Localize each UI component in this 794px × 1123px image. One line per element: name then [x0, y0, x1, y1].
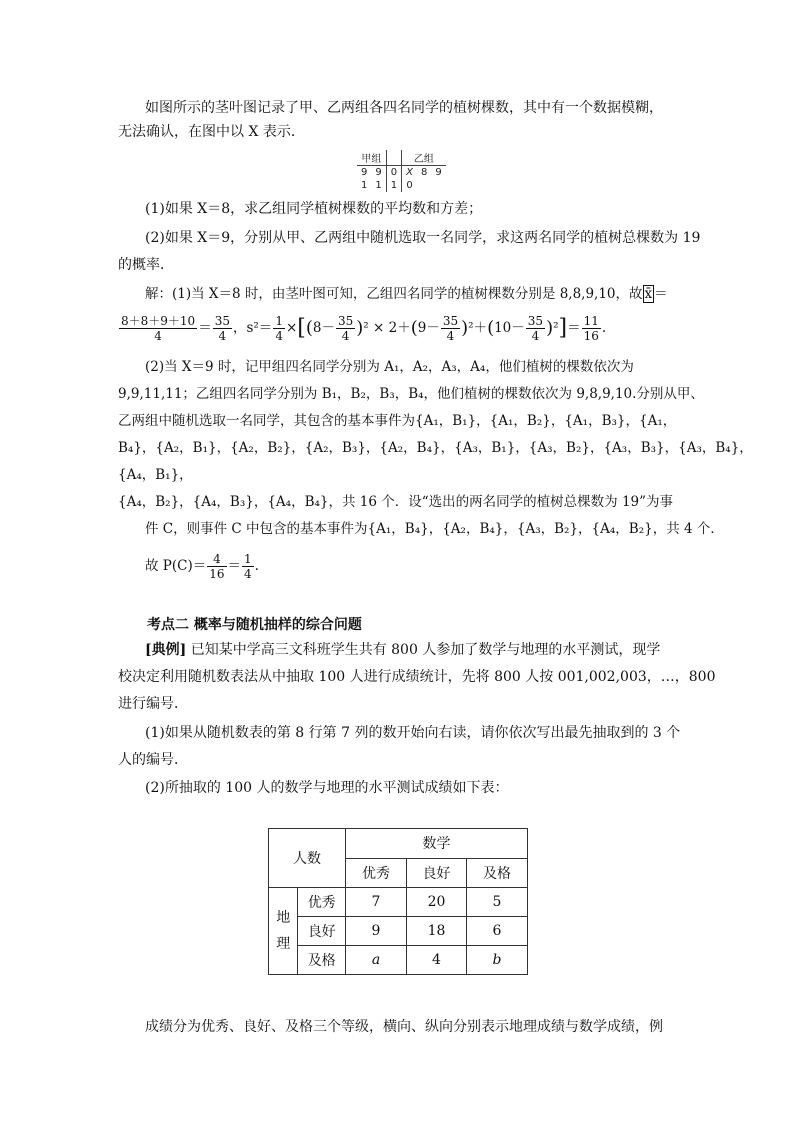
term-2-power: ²＋	[468, 320, 488, 336]
problem-intro-line2: 无法确认，在图中以 X 表示．	[118, 124, 305, 140]
table-cell: 9	[346, 917, 407, 946]
example-line3: 进行编号．	[118, 696, 188, 712]
column-header: 良好	[407, 858, 467, 888]
fraction-denominator: 16	[209, 567, 225, 581]
fraction-denominator: 16	[583, 329, 599, 343]
fraction-numerator: 11	[583, 314, 599, 328]
fraction-numerator: 35	[442, 314, 459, 328]
table-corner: 人数	[269, 829, 346, 888]
solution-1-line1	[145, 284, 668, 304]
table-cell: b	[467, 946, 528, 975]
table-cell: 4	[407, 946, 467, 975]
score-table	[268, 828, 528, 975]
times-sign: ×	[285, 320, 298, 336]
stem-right-header: 乙组	[402, 150, 446, 166]
fraction-denominator: 4	[531, 329, 540, 343]
solution-1-text: 解：(1)当 X＝8 时，由茎叶图可知，乙组四名同学的植树棵数分别是 8,8,9,10，故	[145, 286, 643, 302]
fraction-numerator: 4	[207, 552, 226, 567]
term-3-power: ²	[553, 320, 559, 336]
fraction-denominator: 4	[244, 567, 252, 581]
variance-label: ，s²＝	[232, 320, 273, 336]
table-cell: 18	[407, 917, 467, 946]
fraction-numerator: 1	[275, 314, 283, 328]
column-header: 及格	[467, 858, 528, 888]
example-line1	[145, 640, 660, 660]
mean-fraction	[119, 314, 197, 343]
fraction-denominator: 4	[154, 329, 162, 343]
stem-leaf-cell: X	[406, 167, 413, 178]
solution-2-line3: 乙两组中随机选取一名同学，其包含的基本事件为{A₁，B₁}，{A₁，B₂}，{A₁，B₃}，{A₁，	[118, 413, 677, 429]
fraction-denominator: 4	[218, 329, 227, 343]
stem-leaf-cell: 8	[420, 167, 428, 178]
stem-leaf-cell: 9	[361, 167, 368, 178]
fraction-numerator: 35	[337, 314, 354, 328]
example-q1-line1: (1)如果从随机数表的第 8 行第 7 列的数开始向右读，请你依次写出最先抽取到的 3 个	[145, 725, 681, 741]
stem-leaf-cell: 1	[361, 180, 368, 191]
column-group-header: 数学	[346, 829, 528, 859]
table-cell: 6	[467, 917, 528, 946]
example-text: 已知某中学高三文科班学生共有 800 人参加了数学与地理的水平测试，现学	[186, 642, 661, 658]
equals-sign: ＝	[654, 286, 668, 302]
fraction-numerator: 35	[214, 314, 230, 328]
stem-value: 0	[386, 166, 401, 180]
question-1: (1)如果 X＝8，求乙组同学植树棵数的平均数和方差；	[145, 201, 483, 217]
stem-leaf-plot	[357, 150, 446, 192]
stem-left-header: 甲组	[357, 150, 386, 166]
question-2-line2: 的概率．	[118, 257, 174, 273]
stem-leaf-cell: 9	[371, 166, 386, 180]
closing-line: 成绩分为优秀、良好、及格三个等级，横向、纵向分别表示地理成绩与数学成绩，例	[145, 1019, 663, 1035]
example-q1-line2: 人的编号．	[118, 752, 188, 768]
table-cell: 20	[407, 888, 467, 917]
fraction-denominator: 4	[341, 329, 350, 343]
fraction-denominator: 4	[275, 329, 283, 343]
solution-2-line1: (2)当 X＝9 时，记甲组四名同学分别为 A₁，A₂，A₃，A₄，他们植树的棵数依次为	[145, 359, 634, 375]
stem-leaf-cell: 0	[406, 180, 413, 191]
stem-leaf-cell: 1	[371, 179, 386, 192]
table-cell: 5	[467, 888, 528, 917]
section-title: 考点二 概率与随机抽样的综合问题	[147, 617, 362, 633]
solution-2-line4: B₄}，{A₂，B₁}，{A₂，B₂}，{A₂，B₃}，{A₂，B₄}，{A₃，B₁}，{A₃，B₂}，{A₃，B₃}，{A₃，B₄}，	[118, 440, 753, 456]
quarter-fraction	[273, 314, 285, 343]
row-group-header	[269, 888, 298, 975]
probability-label: 故 P(C)＝	[145, 558, 207, 574]
row-header: 优秀	[298, 888, 346, 917]
solution-2-line5: {A₄，B₁}，	[118, 467, 193, 483]
solution-1-formula: $\frac{8+8+9+10}{4}$ ＝ $\frac{35}{4}$ ，s²＝ $\frac{1}{4}$ ×[(8－ $\frac{35}{4}$ )² × 2＋(9－ $\frac{35}{4}$ )²＋(10－ $\frac{35}{4}$ )²]＝ $\frac{11}{16}$ .	[121, 314, 607, 343]
fraction-numerator: 8＋8＋9＋10	[121, 314, 196, 328]
equals-sign: ＝	[567, 320, 581, 336]
row-header: 及格	[298, 946, 346, 975]
example-line2: 校决定利用随机数表法从中抽取 100 人进行成绩统计，先将 800 人按 001,002,003，…，800	[118, 669, 716, 685]
term-1-power: ² × 2＋	[363, 320, 411, 336]
table-cell: a	[346, 946, 407, 975]
fraction-denominator: 4	[446, 329, 455, 343]
fraction-numerator: 35	[527, 314, 544, 328]
stem-value: 1	[386, 179, 401, 192]
stem-leaf-cell: 9	[435, 167, 442, 178]
row-group-char: 理	[276, 936, 291, 952]
x-bar-symbol: x̄	[644, 286, 653, 302]
row-group-char: 地	[276, 910, 291, 926]
mean-result-fraction	[213, 314, 232, 343]
fraction-numerator: 1	[244, 552, 252, 566]
row-header: 良好	[298, 917, 346, 946]
period: .	[254, 558, 259, 574]
solution-2-line6: {A₄，B₂}，{A₄，B₃}，{A₄，B₄}，共 16 个．设“选出的两名同学的植树总棵数为 19”为事	[118, 494, 674, 510]
question-2-line1: (2)如果 X＝9，分别从甲、乙两组中随机选取一名同学，求这两名同学的植树总棵数为 19	[145, 230, 701, 246]
period: .	[601, 320, 607, 336]
solution-2-line7: 件 C，则事件 C 中包含的基本事件为{A₁，B₄}，{A₂，B₄}，{A₃，B₂}，{A₄，B₂}，共 4 个．	[145, 521, 724, 537]
problem-intro-line1: 如图所示的茎叶图记录了甲、乙两组各四名同学的植树棵数，其中有一个数据模糊，	[145, 100, 663, 116]
example-label: [典例]	[145, 642, 187, 658]
solution-2-result	[145, 548, 259, 584]
column-header: 优秀	[346, 858, 407, 888]
term-2: 9－	[417, 320, 440, 336]
term-3: 10－	[494, 320, 525, 336]
term-1: 8－	[312, 320, 335, 336]
table-cell: 7	[346, 888, 407, 917]
example-q2: (2)所抽取的 100 人的数学与地理的水平测试成绩如下表：	[145, 780, 509, 796]
variance-result-fraction	[582, 314, 601, 343]
equals-sign: ＝	[198, 320, 212, 336]
solution-2-line2: 9,9,11,11；乙组四名同学分别为 B₁，B₂，B₃，B₄，他们植树的棵数依次为 9,8,9,10.分别从甲、	[118, 386, 704, 402]
equals-sign: ＝	[227, 558, 242, 574]
